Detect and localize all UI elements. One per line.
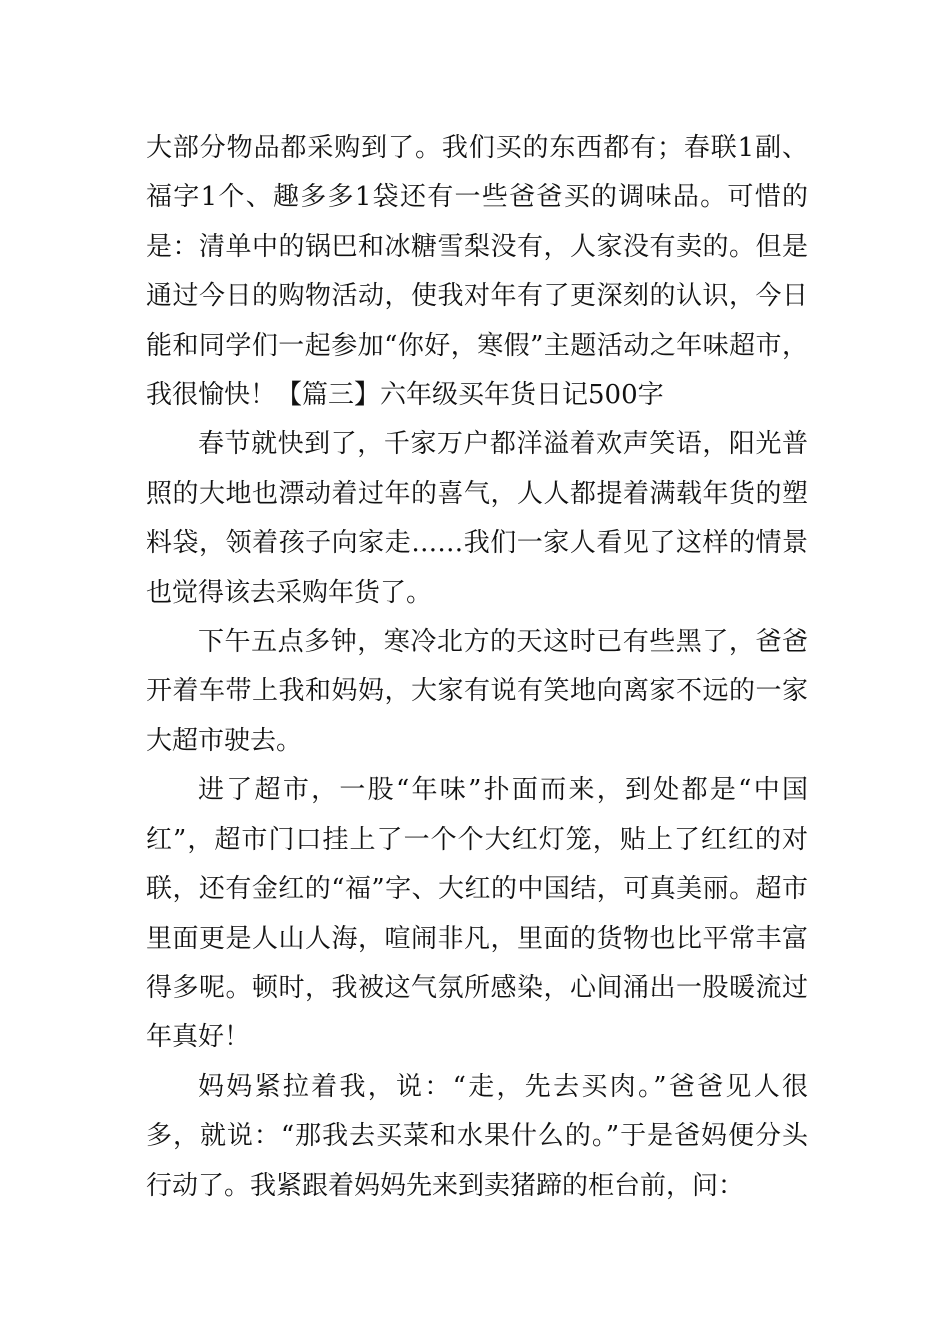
document-page [146,124,808,1211]
paragraph-3: 下午五点多钟，寒冷北方的天这时已有些黑了，爸爸开着车带上我和妈妈，大家有说有笑地向离家不远的一家大超市驶去。 [146,627,808,756]
paragraph-1: 大部分物品都采购到了。我们买的东西都有；春联1副、福字1个、趣多多1袋还有一些爸爸买的调味品。可惜的是：清单中的锅巴和冰糖雪梨没有，人家没有卖的。但是通过今日的购物活动，使我对年有了更深刻的认识，今日能和同学们一起参加“你好，寒假”主题活动之年味超市，我很愉快！【篇三】六年级买年货日记500字 [146,133,808,411]
paragraph-4: 进了超市，一股“年味”扑面而来，到处都是“中国红”，超市门口挂上了一个个大红灯笼，贴上了红红的对联，还有金红的“福”字、大红的中国结，可真美丽。超市里面更是人山人海，喧闹非凡，里面的货物也比平常丰富得多呢。顿时，我被这气氛所感染，心间涌出一股暖流过年真好！ [146,775,808,1053]
paragraph-5: 妈妈紧拉着我，说：“走，先去买肉。”爸爸见人很多，就说：“那我去买菜和水果什么的。”于是爸妈便分头行动了。我紧跟着妈妈先来到卖猪蹄的柜台前，问： [146,1071,808,1201]
paragraph-2: 春节就快到了，千家万户都洋溢着欢声笑语，阳光普照的大地也漂动着过年的喜气，人人都提着满载年货的塑料袋，领着孩子向家走……我们一家人看见了这样的情景也觉得该去采购年货了。 [146,429,808,608]
